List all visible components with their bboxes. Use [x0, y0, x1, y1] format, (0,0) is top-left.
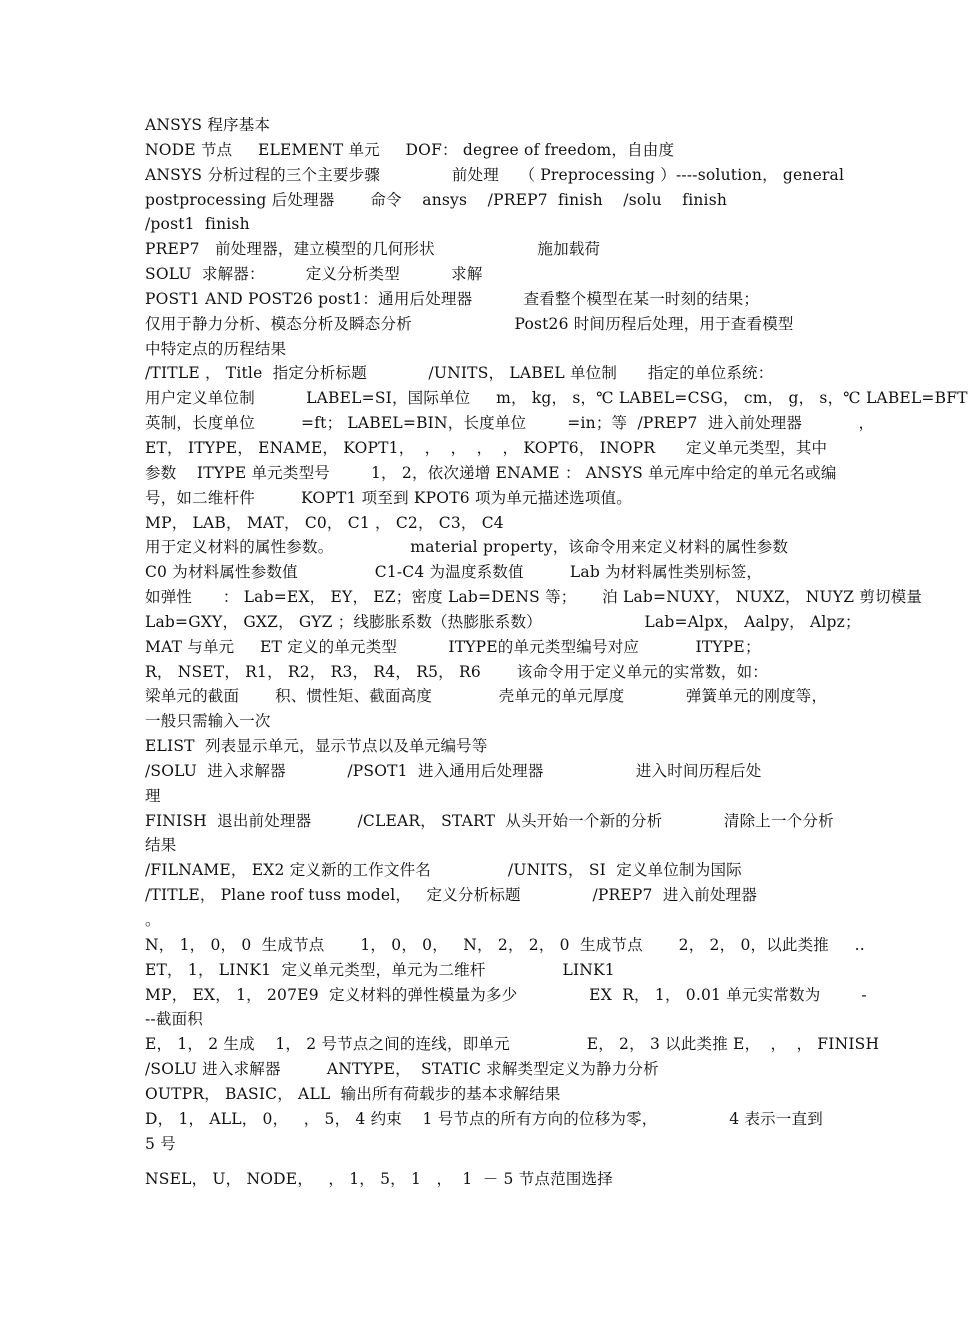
text-line: SOLU 求解器： 定义分析类型 求解: [145, 265, 483, 284]
text-line: /FILNAME， EX2 定义新的工作文件名 /UNITS， SI 定义单位制为国际: [145, 861, 742, 880]
text-line: 号，如二维杆件 KOPT1 项至到 KPOT6 项为单元描述选项值。: [145, 488, 632, 507]
text-line: 结果: [145, 836, 177, 855]
text-line: ET， 1， LINK1 定义单元类型，单元为二维杆 LINK1: [145, 960, 615, 979]
text-line: NSEL， U， NODE， ， 1， 5， 1 ， 1 － 5 节点范围选择: [145, 1170, 613, 1189]
text-line: NODE 节点 ELEMENT 单元 DOF： degree of freedom，自由度: [145, 140, 675, 159]
text-line: ET， ITYPE， ENAME， KOPT1， ， ， ， ， KOPT6， INOPR 定义单元类型，其中: [145, 438, 828, 457]
text-line: PREP7 前处理器，建立模型的几何形状 施加载荷: [145, 240, 601, 259]
text-line: ANSYS 分析过程的三个主要步骤 前处理 （ Preprocessing ）----solution， general: [145, 165, 845, 184]
text-line: 5 号: [145, 1134, 176, 1153]
text-line: ANSYS 程序基本: [145, 116, 271, 134]
text-line: 。: [145, 911, 161, 929]
text-line: 仅用于静力分析、模态分析及瞬态分析 Post26 时间历程后处理，用于查看模型: [145, 314, 794, 333]
text-line: D， 1， ALL， 0， ， 5， 4 约束 1 号节点的所有方向的位移为零， 4 表示一直到: [145, 1109, 823, 1128]
text-line: 英制，长度单位 =ft； LABEL=BIN，长度单位 =in；等 /PREP7 进入前处理器 ，: [145, 414, 875, 433]
text-line: N， 1， 0， 0 生成节点 1， 0， 0， N， 2， 2， 0 生成节点 2， 2， 0，以此类推 ..: [145, 935, 865, 954]
text-line: ELIST 列表显示单元，显示节点以及单元编号等: [145, 737, 488, 756]
text-line: /TITLE ， Title 指定分析标题 /UNITS， LABEL 单位制 指定的单位系统：: [145, 364, 774, 383]
text-line: FINISH 退出前处理器 /CLEAR， START 从头开始一个新的分析 清除上一个分析: [145, 811, 834, 830]
text-line: R， NSET， R1， R2， R3， R4， R5， R6 该命令用于定义单元的实常数，如：: [145, 662, 768, 681]
document-body: [145, 113, 968, 1192]
text-line: --截面积: [145, 1010, 203, 1029]
text-line: 梁单元的截面 积、惯性矩、截面高度 壳单元的单元厚度 弹簧单元的刚度等，: [145, 687, 828, 706]
text-line: 中特定点的历程结果: [145, 339, 287, 358]
text-line: 如弹性 ： Lab=EX， EY， EZ；密度 Lab=DENS 等； 泊 Lab=NUXY， NUXZ， NUYZ 剪切模量: [145, 588, 923, 607]
text-line: /SOLU 进入求解器 /PSOT1 进入通用后处理器 进入时间历程后处: [145, 761, 762, 780]
text-line: /TITLE， Plane roof tuss model， 定义分析标题 /PREP7 进入前处理器: [145, 886, 758, 905]
text-line: 参数 ITYPE 单元类型号 1， 2，依次递增 ENAME ： ANSYS 单元库中给定的单元名或编: [145, 463, 837, 482]
text-line: MP， EX， 1， 207E9 定义材料的弹性模量为多少 EX R， 1， 0.01 单元实常数为 -: [145, 985, 867, 1004]
text-line: MP， LAB， MAT， C0， C1 ， C2， C3， C4: [145, 513, 504, 532]
text-line: MAT 与单元 ET 定义的单元类型 ITYPE的单元类型编号对应 ITYPE；: [145, 637, 761, 656]
text-line: C0 为材料属性参数值 C1-C4 为温度系数值 Lab 为材料属性类别标签，: [145, 563, 763, 582]
text-line: E， 1， 2 生成 1， 2 号节点之间的连线，即单元 E， 2， 3 以此类推 E， ， ， FINISH: [145, 1035, 880, 1054]
text-line: 用户定义单位制 LABEL=SI，国际单位 m， kg， s，℃ LABEL=CSG， cm， g， s，℃ LABEL=BFT: [145, 389, 968, 408]
text-line: 一般只需输入一次: [145, 712, 271, 731]
text-line: POST1 AND POST26 post1：通用后处理器 查看整个模型在某一时刻的结果；: [145, 289, 760, 308]
text-line: /SOLU 进入求解器 ANTYPE， STATIC 求解类型定义为静力分析: [145, 1060, 659, 1079]
text-line: OUTPR， BASIC， ALL 输出所有荷载步的基本求解结果: [145, 1084, 561, 1103]
text-line: 理: [145, 786, 161, 805]
text-line: /post1 finish: [145, 215, 250, 234]
text-line: Lab=GXY， GXZ， GYZ ；线膨胀系数（热膨胀系数） Lab=Alpx， Aalpy， Alpz；: [145, 612, 861, 631]
text-line: 用于定义材料的属性参数。 material property，该命令用来定义材料的属性参数: [145, 538, 789, 557]
text-line: postprocessing 后处理器 命令 ansys /PREP7 finish /solu finish: [145, 190, 728, 209]
